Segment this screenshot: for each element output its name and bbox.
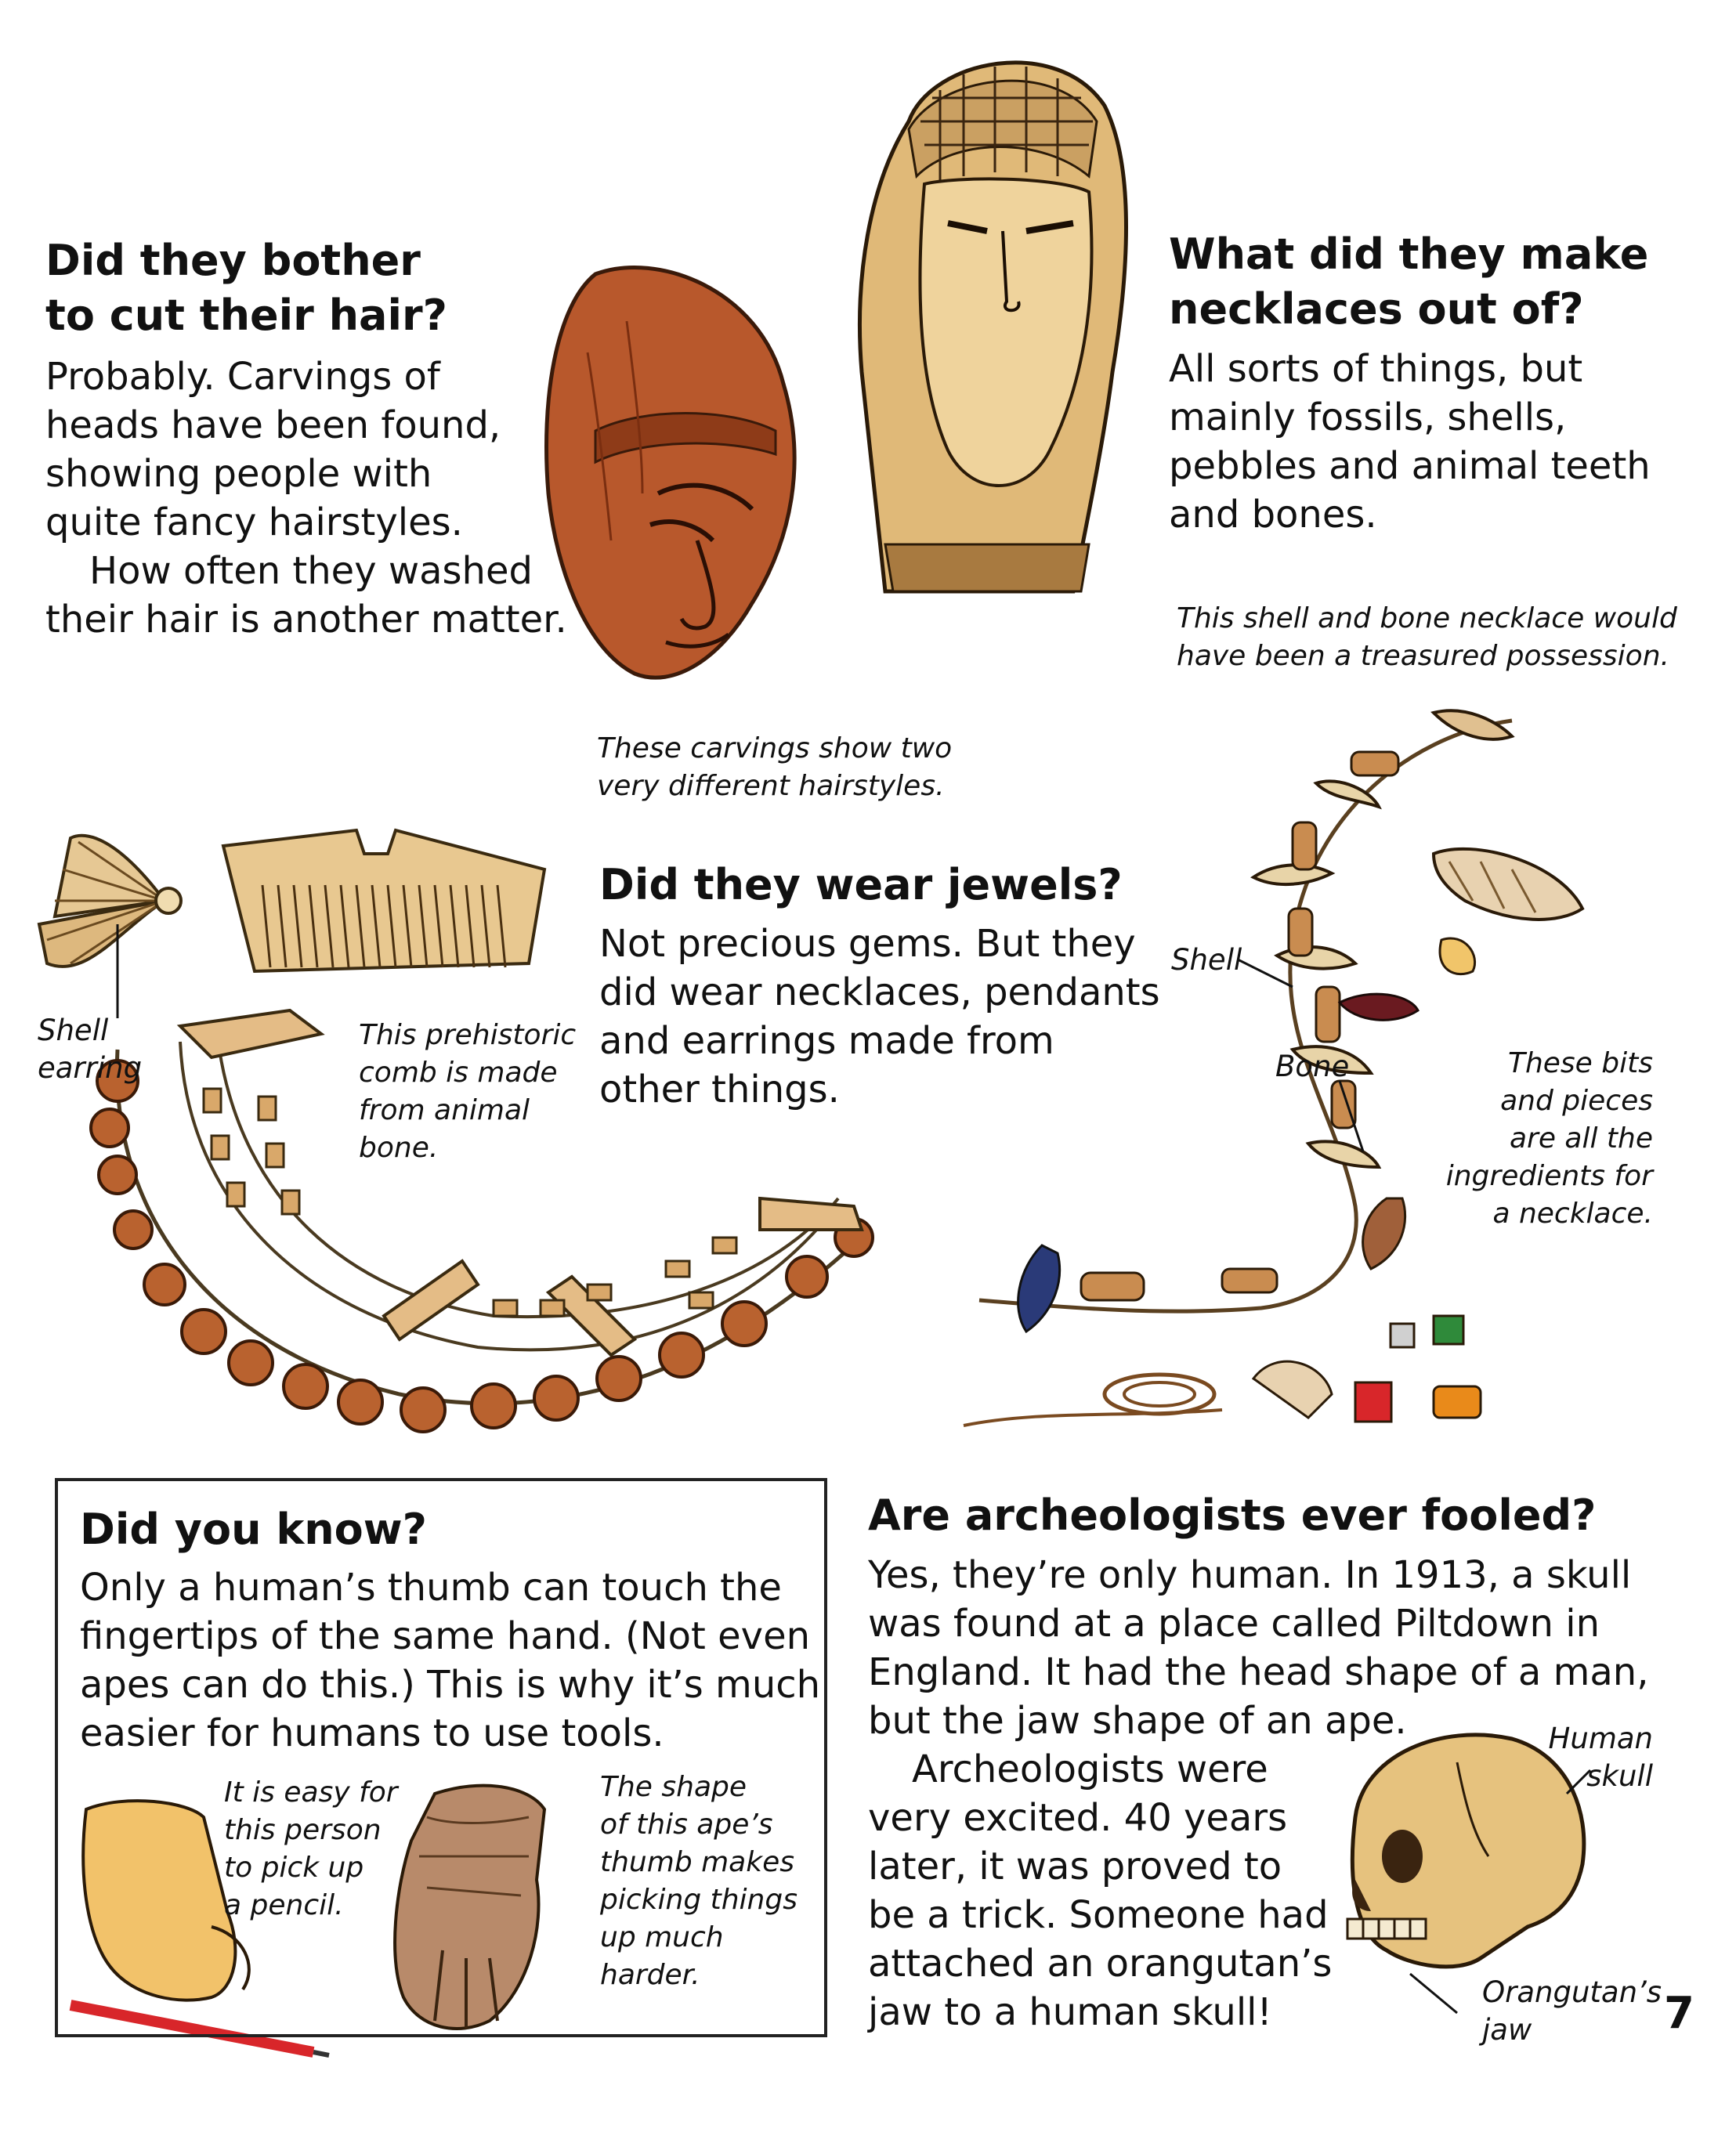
jewels-body (599, 920, 1160, 1114)
bone-label: Bone (1275, 1050, 1350, 1083)
necklaces-heading-line: What did they make (1169, 229, 1649, 279)
ape-hand-caption-line: up much (600, 1921, 724, 1953)
fooled-body-line: jaw to a human skull! (868, 1990, 1272, 2034)
necklaces-body-line: pebbles and animal teeth (1169, 444, 1651, 488)
bits-caption-line: are all the (1509, 1122, 1653, 1155)
jewels-body-line: other things. (599, 1068, 840, 1111)
ape-hand-caption (600, 1769, 812, 1994)
necklace-caption (1177, 600, 1709, 675)
human-skull-label-line: skull (1586, 1759, 1653, 1793)
hair-body-line: How often they washed (89, 549, 533, 593)
human-hand-caption-line: to pick up (224, 1852, 364, 1884)
comb-caption-line: from animal (359, 1094, 530, 1126)
jewels-body-line: and earrings made from (599, 1019, 1054, 1063)
human-hand-caption-line: this person (224, 1814, 382, 1846)
page-number: 7 (1664, 1988, 1694, 2039)
shell-earring-label-line: Shell (38, 1014, 109, 1047)
fooled-body-line: later, it was proved to (868, 1845, 1282, 1888)
did-you-know-heading (80, 1502, 628, 1557)
ape-hand-caption-line: thumb makes (600, 1846, 794, 1878)
fooled-body-line: be a trick. Someone had (868, 1893, 1329, 1937)
orangutan-jaw-label (1482, 1974, 1670, 2049)
necklaces-body (1169, 345, 1717, 539)
necklaces-body-line: mainly fossils, shells, (1169, 396, 1567, 439)
hair-heading-line: Did they bother (45, 236, 421, 285)
hair-heading-line: to cut their hair? (45, 291, 447, 340)
shell-earring-label-line: earring (38, 1051, 143, 1085)
necklaces-body-line: All sorts of things, but (1169, 347, 1583, 391)
bits-caption-line: These bits (1507, 1047, 1653, 1079)
human-skull-label-line: Human (1548, 1722, 1653, 1755)
necklace-caption-line: have been a treasured possession. (1177, 640, 1669, 672)
hair-body-line: heads have been found, (45, 403, 501, 447)
fooled-heading (868, 1488, 1691, 1543)
fooled-body-para2 (868, 1745, 1338, 2036)
did-you-know-body-line: easier for humans to use tools. (80, 1711, 664, 1755)
bits-caption (1387, 1045, 1653, 1233)
comb-caption-line: comb is made (359, 1057, 558, 1089)
hair-body-line: Probably. Carvings of (45, 355, 440, 399)
ape-hand-caption-line: harder. (600, 1959, 700, 1991)
fooled-body-line: but the jaw shape of an ape. (868, 1699, 1407, 1743)
human-hand-caption (224, 1774, 412, 1924)
hair-body-line: showing people with (45, 452, 432, 496)
jewels-body-line: Not precious gems. But they (599, 922, 1136, 966)
ape-hand-caption-line: The shape (600, 1771, 747, 1803)
did-you-know-heading-line: Did you know? (80, 1505, 427, 1554)
fooled-body-line: England. It had the head shape of a man, (868, 1650, 1649, 1694)
did-you-know-body-line: fingertips of the same hand. (Not even (80, 1614, 811, 1658)
carvings-caption (597, 730, 1004, 805)
fooled-body-para1 (868, 1551, 1714, 1745)
carvings-caption-line: These carvings show two (597, 732, 953, 764)
necklace-caption-line: This shell and bone necklace would (1177, 602, 1677, 634)
shell-label: Shell (1171, 943, 1242, 977)
comb-caption-line: This prehistoric (359, 1019, 577, 1051)
necklaces-heading (1169, 227, 1717, 337)
fooled-body-line: very excited. 40 years (868, 1796, 1288, 1840)
orangutan-jaw-label-line: Orangutan’s (1482, 1975, 1662, 2009)
human-skull-label (1535, 1720, 1653, 1795)
jewels-body-line: did wear necklaces, pendants (599, 970, 1160, 1014)
shell-earring-label (38, 1012, 194, 1087)
bits-caption-line: and pieces (1500, 1085, 1653, 1117)
did-you-know-body-line: apes can do this.) This is why it’s much (80, 1663, 821, 1707)
fooled-body-line: attached an orangutan’s (868, 1942, 1333, 1986)
jewels-heading (599, 858, 1148, 912)
human-hand-caption-line: a pencil. (224, 1889, 344, 1921)
hair-body-line: their hair is another matter. (45, 598, 567, 641)
hair-body-line: quite fancy hairstyles. (45, 501, 463, 544)
human-hand-caption-line: It is easy for (224, 1776, 398, 1809)
orangutan-jaw-label-line: jaw (1482, 2013, 1532, 2047)
hair-heading (45, 233, 515, 343)
did-you-know-body (80, 1563, 821, 1758)
fooled-body-line: Archeologists were (912, 1747, 1268, 1791)
comb-caption (359, 1017, 594, 1167)
fooled-heading-line: Are archeologists ever fooled? (868, 1491, 1597, 1540)
ape-hand-caption-line: of this ape’s (600, 1809, 773, 1841)
fooled-body-line: was found at a place called Piltdown in (868, 1602, 1600, 1646)
jewels-heading-line: Did they wear jewels? (599, 860, 1123, 909)
comb-caption-line: bone. (359, 1132, 439, 1164)
carvings-caption-line: very different hairstyles. (597, 770, 945, 802)
ape-hand-caption-line: picking things (600, 1884, 797, 1916)
necklaces-heading-line: necklaces out of? (1169, 284, 1584, 334)
necklaces-body-line: and bones. (1169, 493, 1377, 537)
bits-caption-line: ingredients for (1445, 1160, 1653, 1192)
bits-caption-line: a necklace. (1492, 1198, 1653, 1230)
fooled-body-line: Yes, they’re only human. In 1913, a skull (868, 1553, 1632, 1597)
did-you-know-body-line: Only a human’s thumb can touch the (80, 1566, 782, 1610)
hair-body (45, 352, 594, 644)
